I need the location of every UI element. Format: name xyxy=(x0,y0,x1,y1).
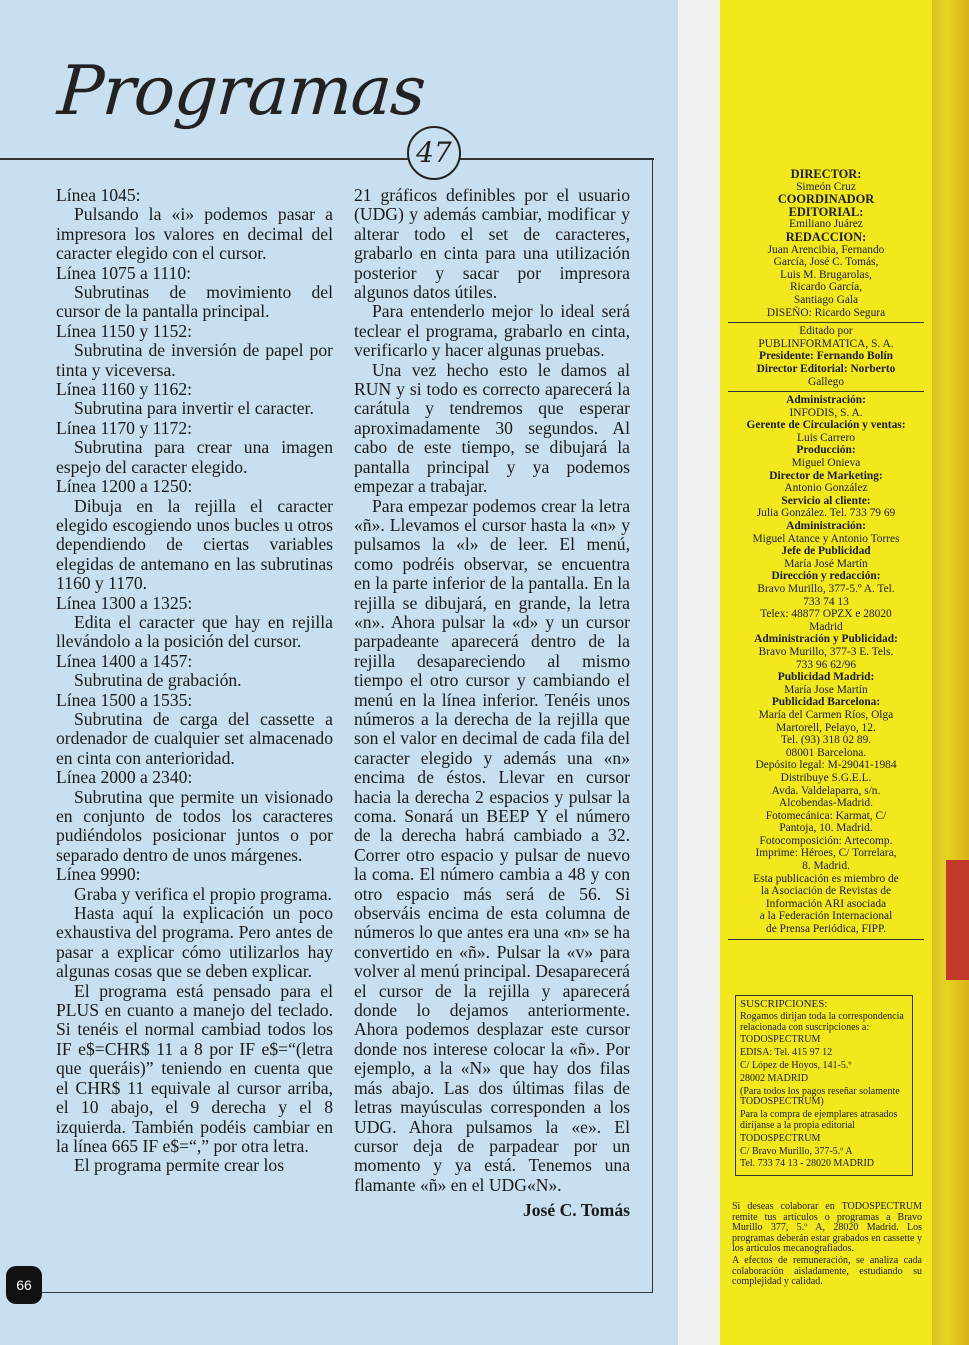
collaboration-paragraph: Si deseas colaborar en TODOSPECTRUM remite tus artículos o programas a Bravo Murillo 377, 5.º A, 28020 Madrid. Los programas deberán estar grabados en cassette y los artículos mecanografiados. xyxy=(732,1201,922,1255)
header-rule-right xyxy=(460,158,654,160)
line-range-heading: Línea 9990: xyxy=(56,864,141,885)
subscriptions-paragraph: (Para todos los pagos reseñar solamente TODOSPECTRUM) xyxy=(740,1085,900,1108)
masthead-line: 733 74 13 xyxy=(803,595,849,608)
subscriptions-paragraph: Tel. 733 74 13 - 28020 MADRID xyxy=(740,1158,875,1170)
masthead-block xyxy=(728,323,924,392)
line-range-heading: Línea 2000 a 2340: xyxy=(56,767,193,788)
masthead-line: INFODIS, S. A. xyxy=(789,406,863,419)
article-paragraph: Una vez hecho esto le damos al RUN y si todo es correcto aparecerá la carátula y tendremos que esperar aproximadamente 30 segundos. Al cabo de este tiempo, se dibujará la pantalla principal y ya podemos empezar a trabajar. xyxy=(354,359,630,497)
masthead-line: Miguel Onieva xyxy=(791,457,861,470)
line-range-heading: Línea 1400 a 1457: xyxy=(56,650,193,671)
collaboration-paragraph: A efectos de remuneración, se analiza cada colaboración aisladamente, estudiando su complejidad y calidad. xyxy=(732,1254,922,1288)
subscriptions-paragraph: C/ Bravo Murillo, 377-5.º A xyxy=(740,1145,853,1157)
article-paragraph: Subrutina de inversión de papel por tinta y viceversa. xyxy=(56,340,333,380)
article-paragraph: Dibuja en la rejilla el caracter elegido escogiendo unos bucles u otros dependiendo de ciertas variables elegidas de antemano en las subrutinas 1160 y 1170. xyxy=(56,495,333,594)
article-paragraph: Para empezar podemos crear la letra «ñ». Llevamos el cursor hasta la «n» y pulsamos la «l» de leer. El menú, como podréis observar, se encuentra en la parte inferior de la pantalla. En la rejilla se dibujará, en grande, la letra «n». Ahora pulsar la «d» y un cursor parpadeante aparecerá dentro de la rejilla desapareciendo al mismo tiempo el otro cursor y cambiando el menú en la línea inferior. Tenéis unos números a la derecha de la rejilla que son el valor en decimal de cada fila del caracter elegido y además una «n» encima de éstos. Llevar en cursor hacia la derecha 2 espacios y pulsar la coma. Sonará un BEEP Y el número de la derecha habrá cambiado a 32. Correr otro espacio y pulsar de nuevo la coma. El número cambia a 48 y con otro espacio más será de 56. Si observáis encima de esta columna de números lo que antes era una «n» se ha convertido en «ñ». Pulsar la «v» para volver al menú principal. Desaparecerá el cursor de la rejilla y aparecerá donde lo dejamos anteriormente. Ahora podemos desplazar este cursor donde nos interese colocar la «ñ». Por ejemplo, a la «N» que hay dos filas más abajo. Las dos últimas filas de letras mayúsculas corresponden a los UDG. Ahora pulsamos la «e». El cursor deja de parpadear por un momento y ya está. Tenemos una flamante «ñ» en el UDG«N». xyxy=(354,495,630,1195)
article-paragraph: Subrutina de carga del cassette a ordenador de cualquier set almacenado en cinta con anterioridad. xyxy=(56,708,333,768)
article-paragraph: 21 gráficos definibles por el usuario (UDG) y además cambiar, modificar y alterar todo el set de caracteres, grabarlo en cinta para una utilización posterior y sacar por impresora algunos datos útiles. xyxy=(354,185,630,303)
masthead-line: Publicidad Madrid: xyxy=(777,671,875,684)
masthead-line: COORDINADOR xyxy=(777,192,875,207)
next-page-stripe xyxy=(946,860,969,980)
frame-rule-right xyxy=(652,158,653,1293)
masthead-line: Fotocomposición: Artecomp. xyxy=(759,834,893,847)
article-paragraph: Hasta aquí la explicación un poco exhaustiva del programa. Pero antes de pasar a explicar cómo utilizarlos hay algunas cosas que se deben explicar. xyxy=(56,903,333,982)
masthead-line: María Jose Martín xyxy=(784,683,868,696)
masthead-line: a la Federación Internacional xyxy=(759,910,893,923)
masthead-line: Servicio al cliente: xyxy=(781,494,871,507)
masthead-line: Imprime: Héroes, C/ Torrelara, xyxy=(755,847,897,860)
article-paragraph: Para entenderlo mejor lo ideal será teclear el programa, grabarlo en cinta, verificarlo y hacer algunas pruebas. xyxy=(354,301,630,361)
masthead-line: Producción: xyxy=(796,444,856,457)
subscriptions-paragraph: TODOSPECTRUM xyxy=(740,1034,821,1046)
article-author: José C. Tomás xyxy=(522,1200,630,1221)
masthead-line: Presidente: Fernando Bolín xyxy=(759,350,893,363)
masthead-line: 08001 Barcelona. xyxy=(785,746,867,759)
masthead-line: Gallego xyxy=(807,375,845,388)
subscriptions-title: SUSCRIPCIONES: xyxy=(740,998,828,1010)
line-range-heading: Línea 1170 y 1172: xyxy=(56,417,192,438)
masthead-line: Tel. (93) 318 02 89. xyxy=(780,734,872,747)
line-range-heading: Línea 1045: xyxy=(56,185,141,205)
issue-number-badge: 47 xyxy=(407,126,461,180)
masthead-line: Dirección y redacción: xyxy=(771,570,881,583)
article-paragraph: Graba y verifica el propio programa. xyxy=(74,883,332,904)
article-paragraph: Subrutina para invertir el caracter. xyxy=(74,398,314,419)
masthead-line: Gerente de Circulación y ventas: xyxy=(746,419,906,432)
masthead-credits xyxy=(728,166,924,940)
masthead-line: García, José C. Tomás, xyxy=(773,256,879,269)
masthead-line: Bravo Murillo, 377-3 E. Tels. xyxy=(758,645,894,658)
frame-rule-bottom xyxy=(40,1292,653,1293)
masthead-line: la Asociación de Revistas de xyxy=(760,885,892,898)
masthead-block xyxy=(728,392,924,940)
masthead-line: Director de Marketing: xyxy=(769,469,883,482)
line-range-heading: Línea 1300 a 1325: xyxy=(56,592,193,613)
masthead-line: Publicidad Barcelona: xyxy=(771,696,881,709)
subscriptions-paragraph: TODOSPECTRUM xyxy=(740,1132,821,1144)
masthead-line: Administración: xyxy=(786,520,866,533)
masthead-line: Luis Carrero xyxy=(797,431,855,444)
page-number: 66 xyxy=(6,1266,42,1304)
line-range-heading: Línea 1500 a 1535: xyxy=(56,689,193,710)
masthead-line: Editado por xyxy=(799,325,853,338)
masthead-block xyxy=(728,166,924,323)
line-range-heading: Línea 1150 y 1152: xyxy=(56,320,192,341)
masthead-line: DIRECTOR: xyxy=(790,167,862,181)
masthead-line: María del Carmen Ríos, Olga xyxy=(758,708,894,721)
masthead-line: PUBLINFORMATICA, S. A. xyxy=(758,337,894,350)
subscriptions-paragraph: Para la compra de ejemplares atrasados diríjanse a la propia editorial xyxy=(740,1109,898,1131)
masthead-line: REDACCION: xyxy=(785,229,867,244)
masthead-line: Martorell, Pelayo, 12. xyxy=(776,721,876,734)
masthead-line: Distribuye S.G.E.L. xyxy=(780,771,872,784)
masthead-line: Bravo Murillo, 377-5.º A. Tel. xyxy=(757,583,895,595)
header-rule-left xyxy=(0,158,408,160)
masthead-line: Director Editorial: Norberto xyxy=(756,362,896,375)
subscriptions-box xyxy=(735,995,913,1176)
subscriptions-body xyxy=(740,1012,908,1170)
masthead-line: Esta publicación es miembro de xyxy=(753,872,899,885)
section-title: Programas xyxy=(55,52,428,131)
masthead-line: Avda. Valdelaparra, s/n. xyxy=(771,784,881,797)
masthead-line: 733 96 62/96 xyxy=(795,658,857,671)
masthead-line: Madrid xyxy=(809,620,843,633)
masthead-line: Administración: xyxy=(786,394,866,407)
next-page-edge xyxy=(932,0,969,1345)
masthead-line: Simeón Cruz xyxy=(796,180,856,193)
masthead-line: DISEÑO: Ricardo Segura xyxy=(766,306,886,319)
masthead-line: Antonio González xyxy=(784,482,868,495)
masthead-line: Luis M. Brugarolas, xyxy=(780,268,872,281)
masthead-line: Alcobendas-Madrid. xyxy=(779,797,873,810)
masthead-line: María José Martín xyxy=(784,557,868,570)
article-paragraph: Edita el caracter que hay en rejilla llevándolo a la posición del cursor. xyxy=(56,611,333,652)
subscriptions-paragraph: 28002 MADRID xyxy=(740,1072,809,1084)
masthead-line: Santiago Gala xyxy=(793,293,859,306)
masthead-line: Depósito legal: M-29041-1984 xyxy=(755,759,897,772)
masthead-line: EDITORIAL: xyxy=(788,204,864,219)
article-column-middle xyxy=(354,186,630,1221)
article-column-left xyxy=(56,186,333,1176)
article-paragraph: Pulsando la «i» podemos pasar a impresora los valores en decimal del caracter elegido con el cursor. xyxy=(56,204,333,264)
masthead-line: de Prensa Periódica, FIPP. xyxy=(766,923,886,936)
masthead-line: Jefe de Publicidad xyxy=(781,545,871,558)
subscriptions-paragraph: C/ López de Hoyos, 141-5.º xyxy=(740,1059,852,1071)
masthead-line: Miguel Atance y Antonio Torres xyxy=(752,532,900,545)
line-range-heading: Línea 1200 a 1250: xyxy=(56,476,193,497)
article-paragraph: Subrutina de grabación. xyxy=(74,670,242,691)
masthead-line: Información ARI asociada xyxy=(765,897,887,910)
masthead-line: Juan Arencibia, Fernando xyxy=(767,243,885,256)
masthead-line: Fotomecánica: Karmat, C/ xyxy=(765,809,887,822)
article-paragraph: El programa está pensado para el PLUS en cuanto a manejo del teclado. Si tenéis el normal cambiad todos los IF e$=CHR$ 11 a 8 por IF e$=“(letra que queráis)” teniendo en cuenta que el CHR$ 11 equivale al cursor arriba, el 10 abajo, el 9 derecha y el 8 izquierda. También podéis cambiar en la línea 665 IF e$=“,” por otra letra. xyxy=(56,980,333,1156)
article-paragraph: Subrutina que permite un visionado en conjunto de todos los caracteres pudiéndolos posicionar juntos o por separado dentro de unos márgenes. xyxy=(56,786,333,865)
masthead-line: Julia González. Tel. 733 79 69 xyxy=(756,507,896,520)
subscriptions-paragraph: Rogamos dirijan toda la correspondencia relacionada con suscripciones a: xyxy=(740,1010,904,1033)
page-gutter xyxy=(678,0,720,1345)
line-range-heading: Línea 1160 y 1162: xyxy=(56,379,192,400)
masthead-line: Administración y Publicidad: xyxy=(754,633,898,646)
masthead-line: Emiliano Juárez xyxy=(789,218,863,231)
article-paragraph: El programa permite crear los xyxy=(74,1155,285,1176)
masthead-line: Ricardo García, xyxy=(789,281,863,294)
subscriptions-paragraph: EDISA: Tel. 415 97 12 xyxy=(740,1047,833,1059)
masthead-line: Telex: 48877 OPZX e 28020 xyxy=(760,608,892,621)
article-paragraph: Subrutina para crear una imagen espejo del caracter elegido. xyxy=(56,437,333,477)
article-paragraph: Subrutinas de movimiento del cursor de la pantalla principal. xyxy=(56,282,333,322)
masthead-line: Pantoja, 10. Madrid. xyxy=(779,822,873,835)
collaboration-note xyxy=(732,1202,922,1289)
masthead-line: 8. Madrid. xyxy=(802,860,850,873)
line-range-heading: Línea 1075 a 1110: xyxy=(56,262,192,283)
